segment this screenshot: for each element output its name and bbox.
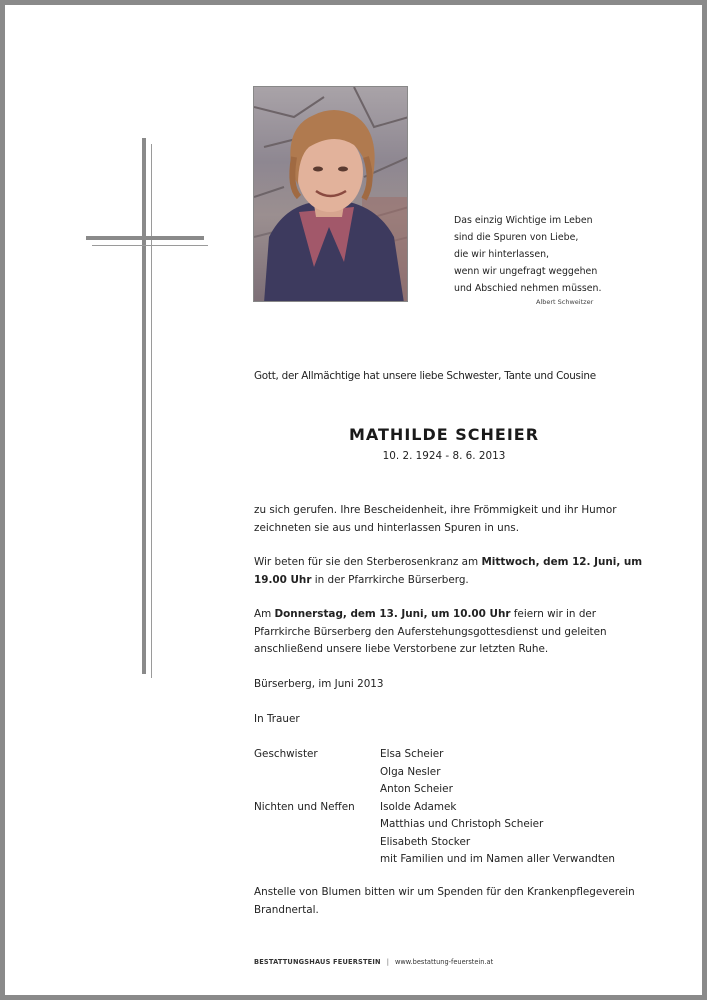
cross-vertical-bar — [142, 138, 146, 674]
funeral-home-name: BESTATTUNGSHAUS FEUERSTEIN — [254, 958, 381, 966]
portrait-photo — [253, 86, 408, 302]
quote-line: sind die Spuren von Liebe, — [454, 232, 579, 243]
footer — [254, 958, 493, 966]
memorial-quote — [454, 212, 654, 307]
quote-line: die wir hinterlassen, — [454, 249, 550, 260]
funeral-text: Am — [254, 608, 275, 620]
place-date: Bürserberg, im Juni 2013 — [254, 678, 384, 690]
tribute-paragraph: zu sich gerufen. Ihre Bescheidenheit, ihre Frömmigkeit und ihr Humor zeichneten sie aus und hinterlassen Spuren in uns. — [254, 504, 617, 534]
funeral-home-website[interactable]: www.bestattung-feuerstein.at — [394, 958, 494, 966]
cross-horizontal-line — [92, 245, 208, 246]
cross-horizontal-bar — [86, 236, 204, 240]
relative-name: mit Familien und im Namen aller Verwandten — [380, 853, 615, 865]
funeral-paragraph — [254, 606, 654, 659]
relative-name: Elsa Scheier — [380, 748, 444, 760]
footer-separator: | — [386, 958, 389, 966]
funeral-date: Donnerstag, dem 13. Juni, um 10.00 Uhr — [274, 608, 511, 620]
deceased-name: MATHILDE SCHEIER — [348, 425, 540, 444]
quote-author: Albert Schweitzer — [536, 298, 594, 306]
quote-line: und Abschied nehmen müssen. — [454, 283, 602, 294]
donation-note: Anstelle von Blumen bitten wir um Spenden für den Krankenpflegeverein Brandnertal. — [254, 886, 635, 916]
quote-line: wenn wir ungefragt weggehen — [454, 266, 598, 277]
rosary-date: Mittwoch, dem 12. Juni, um 19.00 Uhr — [254, 556, 643, 586]
relative-name: Isolde Adamek — [380, 800, 457, 813]
relative-name: Olga Nesler — [380, 765, 441, 778]
relative-name: Elisabeth Stocker — [380, 835, 471, 848]
cross-vertical-line — [151, 144, 152, 678]
quote-line: Das einzig Wichtige im Leben — [454, 215, 593, 226]
nieces-label: Nichten und Neffen — [254, 800, 355, 813]
rosary-paragraph — [254, 554, 654, 589]
life-dates: 10. 2. 1924 - 8. 6. 2013 — [382, 450, 506, 462]
relative-name: Anton Scheier — [380, 783, 453, 795]
relative-name: Matthias und Christoph Scheier — [380, 818, 544, 830]
funeral-details: feiern wir in der Pfarrkirche Bürserberg den Auferstehungsgottesdienst und geleiten anschließend unsere liebe Verstorbene zur letzten Ruhe. — [254, 608, 607, 655]
mourning-heading: In Trauer — [254, 713, 300, 725]
siblings-label: Geschwister — [254, 748, 318, 760]
announcement-intro: Gott, der Allmächtige hat unsere liebe Schwester, Tante und Cousine — [254, 370, 596, 382]
rosary-location: in der Pfarrkirche Bürserberg. — [311, 573, 469, 586]
rosary-text: Wir beten für sie den Sterberosenkranz am — [254, 556, 482, 568]
